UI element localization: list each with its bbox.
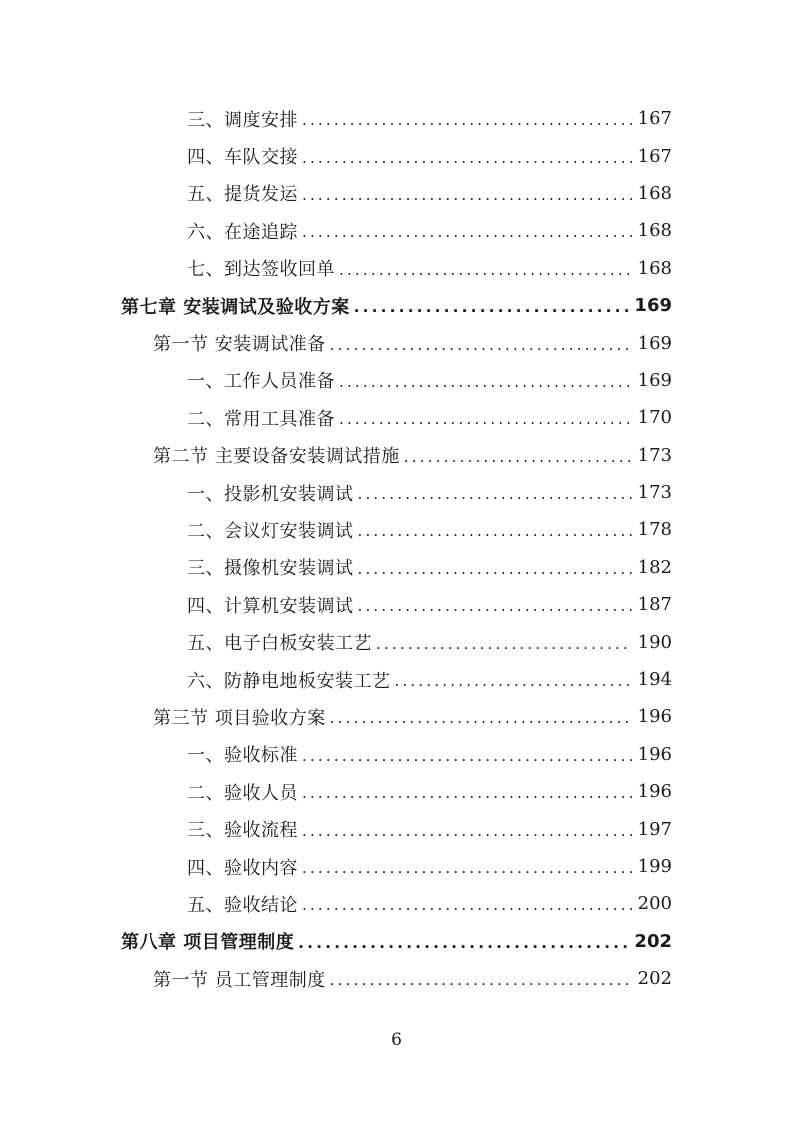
toc-entry-title: 四、验收内容 [187,857,298,879]
toc-dot-leader [298,936,628,951]
toc-entry[interactable] [0,773,793,810]
toc-entry[interactable] [0,586,793,623]
toc-entry[interactable] [0,848,793,885]
toc-entry-page: 169 [637,369,672,391]
toc-entry[interactable] [0,810,793,847]
toc-entry-page: 200 [637,893,672,915]
toc-entry[interactable] [0,885,793,922]
toc-dot-leader [330,711,632,726]
toc-entry-page: 168 [637,257,672,279]
toc-entry[interactable] [0,661,793,698]
toc-entry-page: 182 [637,556,672,578]
toc-entry-page: 199 [637,856,672,877]
toc-entry-title: 三、摄像机安装调试 [187,558,354,580]
toc-entry-title: 五、验收结论 [187,894,298,916]
toc-entry-page: 196 [637,781,672,803]
toc-entry-page: 187 [637,594,672,616]
toc-entry-page: 196 [637,743,672,765]
toc-entry-title: 四、车队交接 [187,147,298,169]
page-number: 6 [391,1030,402,1050]
toc-dot-leader [358,599,632,614]
toc-dot-leader [302,225,632,240]
toc-chapter-entry[interactable] [0,923,793,960]
toc-entry-title: 二、常用工具准备 [187,408,335,430]
toc-dot-leader [395,674,632,689]
toc-entry[interactable] [0,212,793,249]
toc-dot-leader [330,338,632,353]
toc-chapter-entry[interactable] [0,287,793,324]
toc-entry-title: 第一节 员工管理制度 [153,969,326,991]
toc-dot-leader [358,562,632,577]
toc-entry-page: 168 [637,182,672,204]
toc-dot-leader [302,188,632,203]
toc-entry[interactable] [0,511,793,548]
toc-dot-leader [339,412,632,427]
toc-entry[interactable] [0,736,793,773]
toc-entry[interactable] [0,549,793,586]
toc-entry-title: 一、工作人员准备 [187,371,335,393]
toc-entry-title: 第二节 主要设备安装调试措施 [153,446,400,468]
toc-entry-title: 三、调度安排 [187,109,298,131]
toc-dot-leader [376,637,632,652]
toc-section-entry[interactable] [0,437,793,474]
toc-entry[interactable] [0,100,793,137]
toc-entry[interactable] [0,250,793,287]
toc-entry-title: 三、验收流程 [187,820,298,842]
toc-dot-leader [302,749,632,764]
toc-dot-leader [302,786,632,801]
toc-entry[interactable] [0,175,793,212]
toc-entry[interactable] [0,623,793,660]
toc-entry[interactable] [0,474,793,511]
toc-entry-title: 二、验收人员 [187,782,298,804]
toc-entry-title: 第八章 项目管理制度 [121,932,295,954]
toc-entry-page: 168 [637,220,672,242]
toc-dot-leader [358,524,632,539]
toc-dot-leader [302,113,632,128]
toc-dot-leader [302,151,632,166]
toc-entry-page: 169 [637,332,672,354]
toc-entry-title: 七、到达签收回单 [187,259,335,281]
toc-entry-title: 第七章 安装调试及验收方案 [121,296,350,318]
toc-dot-leader [330,973,632,988]
toc-entry-page: 167 [637,108,672,130]
table-of-contents [0,100,793,997]
toc-entry[interactable] [0,137,793,174]
toc-dot-leader [404,450,632,465]
toc-entry-title: 四、计算机安装调试 [187,595,354,617]
toc-entry-page: 170 [637,407,672,429]
toc-entry-page: 173 [637,444,672,466]
toc-section-entry[interactable] [0,960,793,997]
toc-entry-title: 二、会议灯安装调试 [187,520,354,542]
toc-dot-leader [354,300,629,315]
toc-dot-leader [339,375,632,390]
toc-section-entry[interactable] [0,698,793,735]
toc-dot-leader [302,898,632,913]
toc-dot-leader [302,861,632,876]
toc-entry-title: 一、投影机安装调试 [187,483,354,505]
toc-section-entry[interactable] [0,324,793,361]
toc-entry-page: 169 [634,295,672,317]
toc-entry-title: 第三节 项目验收方案 [153,707,326,729]
toc-entry-page: 202 [634,930,672,952]
toc-entry[interactable] [0,362,793,399]
toc-dot-leader [358,487,632,502]
toc-entry-title: 六、防静电地板安装工艺 [187,670,391,692]
toc-entry-page: 202 [637,968,672,990]
toc-entry-page: 173 [637,482,672,504]
toc-entry-page: 196 [637,706,672,728]
toc-dot-leader [302,824,632,839]
toc-entry-title: 一、验收标准 [187,745,298,767]
toc-entry-page: 167 [637,145,672,167]
toc-entry-title: 五、提货发运 [187,184,298,206]
toc-entry-page: 178 [637,519,672,541]
toc-entry-page: 190 [637,631,672,653]
toc-entry-title: 五、电子白板安装工艺 [187,633,372,655]
toc-dot-leader [339,263,632,278]
toc-entry-page: 197 [637,818,672,840]
toc-entry-title: 第一节 安装调试准备 [153,334,326,356]
toc-entry-title: 六、在途追踪 [187,221,298,243]
toc-entry-page: 194 [637,669,672,691]
toc-entry[interactable] [0,399,793,436]
